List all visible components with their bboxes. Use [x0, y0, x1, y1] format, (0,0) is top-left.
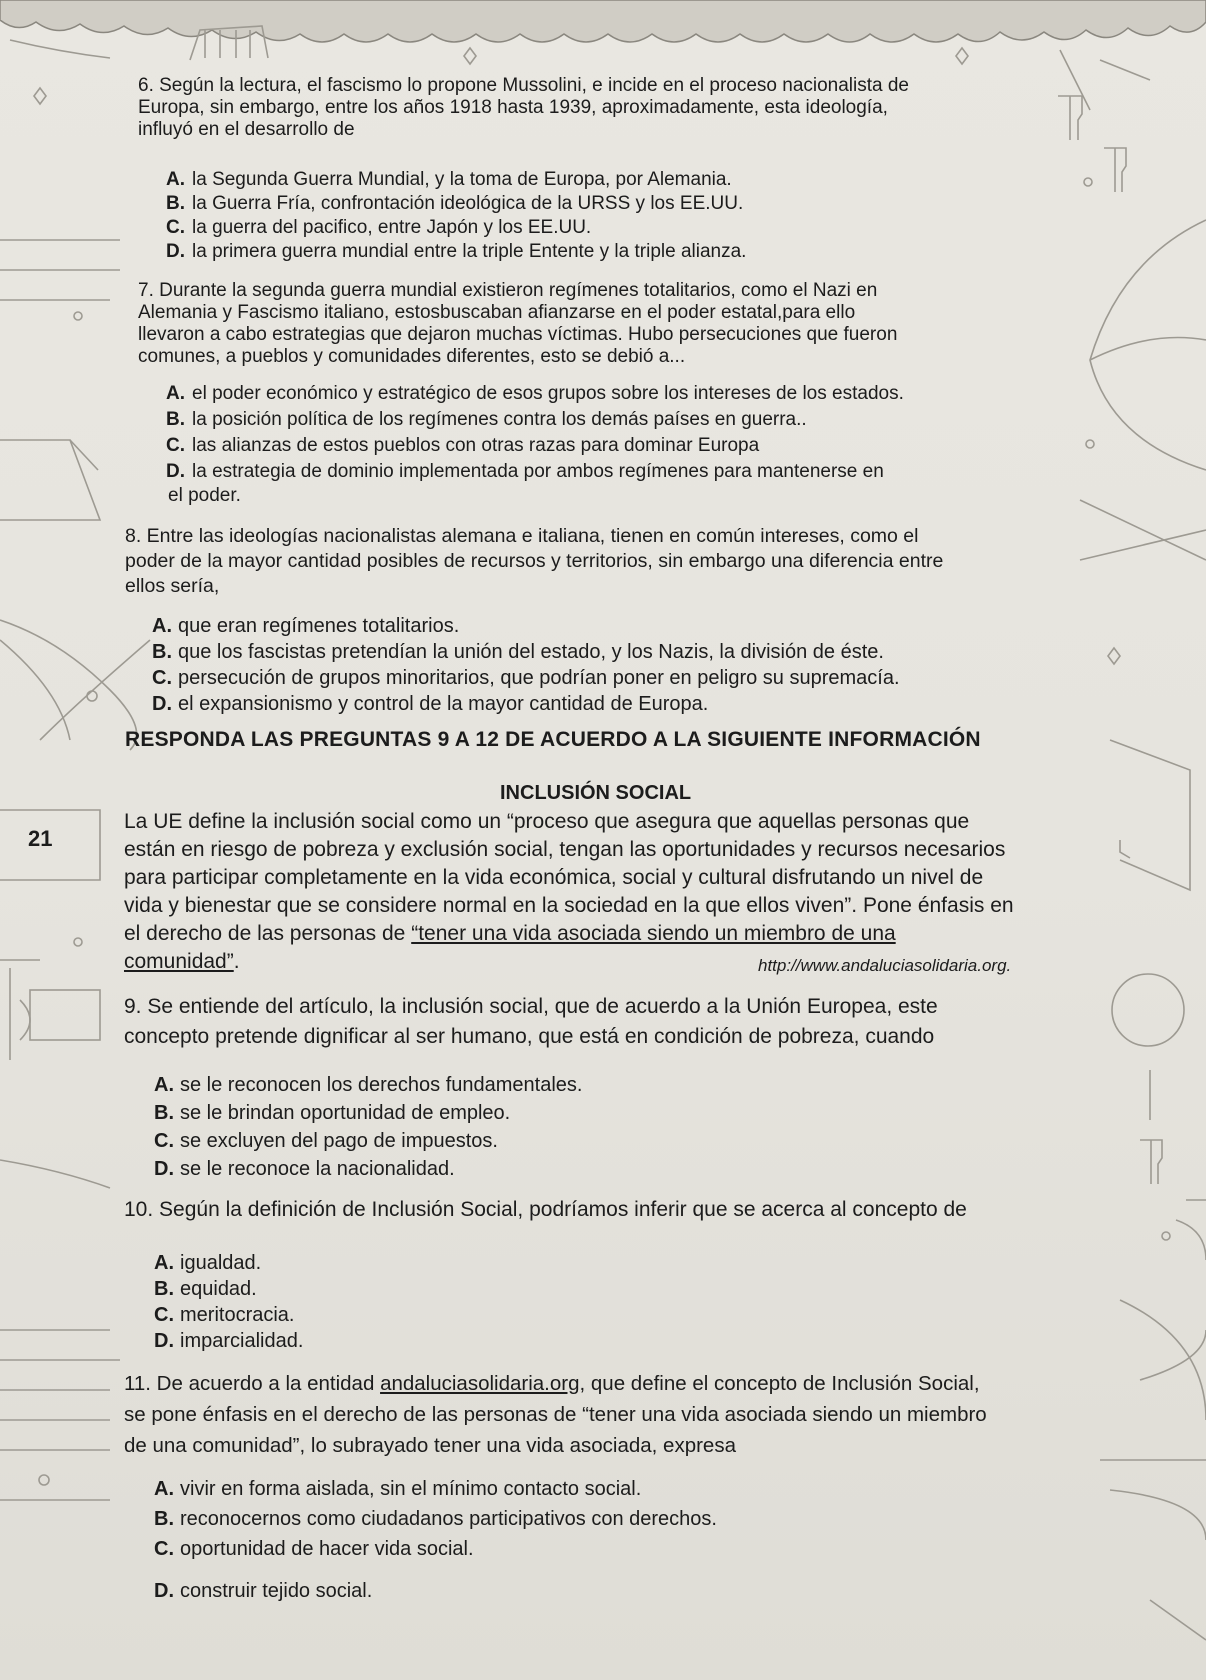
question-6-stem-line: Europa, sin embargo, entre los años 1918 hasta 1939, aproximadamente, esta ideología, — [138, 97, 888, 118]
reading-text: . — [233, 950, 240, 973]
option-text: oportunidad de hacer vida social. — [180, 1538, 474, 1560]
reading-line: La UE define la inclusión social como un “proceso que asegura que aquellas personas que — [124, 810, 970, 833]
question-9-stem — [124, 992, 1104, 1052]
option-text: el expansionismo y control de la mayor cantidad de Europa. — [178, 693, 709, 715]
option-letter: B. — [152, 641, 172, 663]
option-text: la estrategia de dominio implementada por ambos regímenes para mantenerse en — [192, 461, 884, 482]
option-letter: B. — [154, 1508, 174, 1530]
option-text: meritocracia. — [180, 1304, 295, 1326]
reading-passage — [124, 808, 1084, 976]
option-text: que eran regímenes totalitarios. — [178, 615, 460, 637]
question-7-stem-line: comunes, a pueblos y comunidades diferentes, esto se debió a... — [138, 346, 686, 367]
reading-line: para participar completamente en la vida económica, social y cultural disfrutando un nivel de — [124, 866, 984, 889]
source-link[interactable]: andaluciasolidaria.org — [380, 1372, 580, 1395]
question-11-option-b[interactable] — [154, 1506, 717, 1532]
reading-title: INCLUSIÓN SOCIAL — [500, 782, 692, 804]
underlined-quote: “tener una vida asociada siendo un miembro de una — [411, 922, 896, 945]
question-6-stem — [138, 75, 1098, 141]
option-text: la guerra del pacifico, entre Japón y los EE.UU. — [192, 217, 592, 238]
option-letter: D. — [154, 1158, 174, 1180]
page-number: 21 — [28, 826, 53, 851]
question-8-stem-line: 8. Entre las ideologías nacionalistas alemana e italiana, tienen en común intereses, como el — [125, 525, 919, 547]
question-6-option-d[interactable] — [166, 241, 746, 263]
stem-text: 11. De acuerdo a la entidad — [124, 1372, 381, 1395]
question-7-stem-line: 7. Durante la segunda guerra mundial existieron regímenes totalitarios, como el Nazi en — [138, 280, 878, 301]
option-text: la Guerra Fría, confrontación ideológica de la URSS y los EE.UU. — [192, 193, 744, 214]
question-7-option-c[interactable] — [166, 435, 759, 457]
underlined-quote: comunidad” — [124, 950, 234, 973]
question-8-stem-line: poder de la mayor cantidad posibles de recursos y territorios, sin embargo una diferencia entre — [125, 550, 944, 572]
option-letter: B. — [166, 409, 185, 430]
question-11-stem-line: se pone énfasis en el derecho de las personas de “tener una vida asociada siendo un miembro — [124, 1403, 987, 1426]
option-text: reconocernos como ciudadanos participativos con derechos. — [180, 1508, 717, 1530]
question-9-option-c[interactable] — [154, 1128, 498, 1154]
section-heading: RESPONDA LAS PREGUNTAS 9 A 12 DE ACUERDO A LA SIGUIENTE INFORMACIÓN — [125, 728, 981, 751]
option-text: las alianzas de estos pueblos con otras razas para dominar Europa — [192, 435, 760, 456]
option-letter: C. — [152, 667, 172, 689]
option-letter: C. — [166, 217, 185, 238]
option-letter: D. — [166, 241, 185, 262]
option-text: la posición política de los regímenes contra los demás países en guerra.. — [192, 409, 807, 430]
question-8-stem — [125, 524, 1125, 599]
question-9-stem-line: concepto pretende dignificar al ser humano, que está en condición de pobreza, cuando — [124, 1025, 935, 1048]
question-11-stem-line: de una comunidad”, lo subrayado tener una vida asociada, expresa — [124, 1434, 736, 1457]
option-letter: D. — [154, 1330, 174, 1352]
question-10-option-a[interactable] — [154, 1250, 261, 1276]
option-text: construir tejido social. — [180, 1580, 373, 1602]
option-letter: A. — [154, 1252, 174, 1274]
question-7-stem-line: Alemania y Fascismo italiano, estosbuscaban afianzarse en el poder estatal,para ello — [138, 302, 856, 323]
option-letter: A. — [152, 615, 172, 637]
question-8-stem-line: ellos sería, — [125, 575, 220, 597]
option-letter: B. — [154, 1102, 174, 1124]
option-letter: A. — [154, 1074, 174, 1096]
reading-line: están en riesgo de pobreza y exclusión social, tengan las oportunidades y recursos necesarios — [124, 838, 1006, 861]
question-6-option-b[interactable] — [166, 193, 743, 215]
option-letter: A. — [166, 169, 185, 190]
option-text: se le reconocen los derechos fundamentales. — [180, 1074, 583, 1096]
question-8-option-a[interactable] — [152, 613, 459, 639]
reading-text: el derecho de las personas de — [124, 922, 412, 945]
option-text: vivir en forma aislada, sin el mínimo contacto social. — [180, 1478, 642, 1500]
question-6-option-a[interactable] — [166, 169, 732, 191]
option-text: la Segunda Guerra Mundial, y la toma de Europa, por Alemania. — [192, 169, 732, 190]
question-11-option-a[interactable] — [154, 1476, 641, 1502]
question-7-option-a[interactable] — [166, 383, 904, 405]
option-text: persecución de grupos minoritarios, que podrían poner en peligro su supremacía. — [178, 667, 900, 689]
option-letter: C. — [154, 1538, 174, 1560]
option-letter: C. — [154, 1304, 174, 1326]
question-7-option-b[interactable] — [166, 409, 807, 431]
option-letter: B. — [166, 193, 185, 214]
question-11-option-c[interactable] — [154, 1536, 474, 1562]
option-letter: C. — [154, 1130, 174, 1152]
question-9-option-b[interactable] — [154, 1100, 510, 1126]
question-11-option-d[interactable] — [154, 1578, 372, 1604]
question-11-stem-line — [124, 1368, 1124, 1399]
question-7-stem-line: llevaron a cabo estrategias que dejaron muchas víctimas. Hubo persecuciones que fueron — [138, 324, 898, 345]
question-9-option-a[interactable] — [154, 1072, 582, 1098]
option-text: se excluyen del pago de impuestos. — [180, 1130, 498, 1152]
question-8-option-b[interactable] — [152, 639, 884, 665]
question-9-stem-line: 9. Se entiende del artículo, la inclusión social, que de acuerdo a la Unión Europea, este — [124, 995, 938, 1018]
option-letter: D. — [152, 693, 172, 715]
option-text: que los fascistas pretendían la unión del estado, y los Nazis, la división de éste. — [178, 641, 884, 663]
question-10-stem: 10. Según la definición de Inclusión Social, podríamos inferir que se acerca al concepto de — [124, 1198, 967, 1221]
question-8-option-d[interactable] — [152, 691, 708, 717]
option-text: el poder económico y estratégico de esos grupos sobre los intereses de los estados. — [192, 383, 904, 404]
question-9-option-d[interactable] — [154, 1156, 455, 1182]
option-text: igualdad. — [180, 1252, 262, 1274]
option-text: imparcialidad. — [180, 1330, 304, 1352]
source-url: http://www.andaluciasolidaria.org. — [758, 956, 1012, 975]
reading-line — [124, 920, 1084, 948]
question-7-option-d-continued: el poder. — [168, 485, 241, 506]
question-10-option-d[interactable] — [154, 1328, 303, 1354]
option-letter: C. — [166, 435, 185, 456]
question-10-option-b[interactable] — [154, 1276, 257, 1302]
question-6-stem-line: 6. Según la lectura, el fascismo lo propone Mussolini, e incide en el proceso nacionalista de — [138, 75, 910, 96]
option-text: la primera guerra mundial entre la triple Entente y la triple alianza. — [192, 241, 747, 262]
option-text: se le brindan oportunidad de empleo. — [180, 1102, 511, 1124]
reading-line: vida y bienestar que se considere normal en la sociedad en la que ellos viven”. Pone énfasis en — [124, 894, 1014, 917]
question-10-option-c[interactable] — [154, 1302, 294, 1328]
question-7-stem — [138, 280, 1098, 368]
option-letter: A. — [166, 383, 185, 404]
stem-text: , que define el concepto de Inclusión Social, — [579, 1372, 980, 1395]
option-letter: A. — [154, 1478, 174, 1500]
question-6-stem-line: influyó en el desarrollo de — [138, 119, 355, 140]
question-6-option-c[interactable] — [166, 217, 591, 239]
option-letter: B. — [154, 1278, 174, 1300]
question-8-option-c[interactable] — [152, 665, 900, 691]
option-letter: D. — [166, 461, 185, 482]
option-letter: D. — [154, 1580, 174, 1602]
option-text: equidad. — [180, 1278, 257, 1300]
question-11-stem — [124, 1368, 1124, 1461]
question-7-option-d[interactable] — [166, 461, 884, 483]
option-text: se le reconoce la nacionalidad. — [180, 1158, 455, 1180]
